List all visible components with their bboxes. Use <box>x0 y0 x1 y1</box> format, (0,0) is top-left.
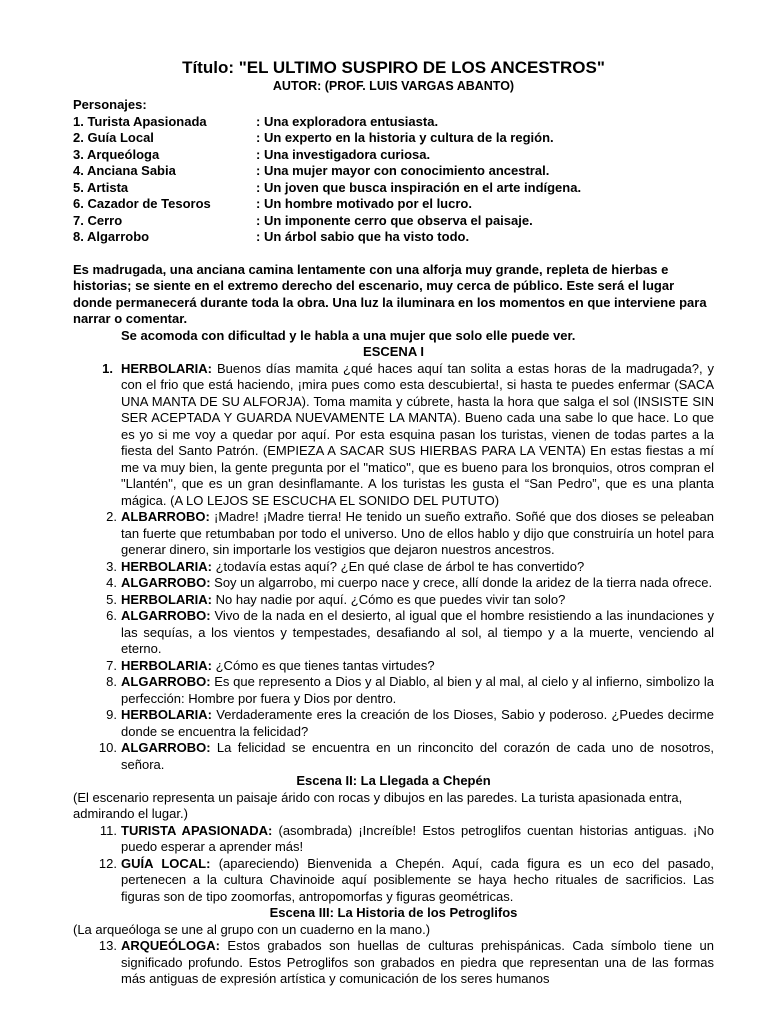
speaker-name: ALBARROBO: <box>121 509 210 524</box>
intro-indented-line: Se acomoda con dificultad y le habla a una mujer que solo elle puede ver. <box>121 327 576 343</box>
characters-heading: Personajes: <box>73 97 147 112</box>
speaker-name: ALGARROBO: <box>121 740 211 755</box>
speaker-name: HERBOLARIA: <box>121 707 212 722</box>
character-row <box>73 229 714 246</box>
character-name: 7. Cerro <box>73 212 123 228</box>
document-title: Título: "EL ULTIMO SUSPIRO DE LOS ANCESTROS" <box>182 58 605 77</box>
character-name: 5. Artista <box>73 179 129 195</box>
line-text <box>121 707 714 740</box>
scene-3-dialog <box>73 938 714 988</box>
dialog-line <box>73 608 714 658</box>
speaker-name: GUÍA LOCAL: <box>121 855 211 871</box>
line-text <box>121 740 714 773</box>
line-text <box>121 559 714 576</box>
character-row <box>73 213 714 230</box>
line-body: (asombrada) ¡Increíble! Estos petroglifos cuentan historias antiguas. ¡No puedo esperar a aprender más! <box>121 822 714 854</box>
character-desc: : Una investigadora curiosa. <box>256 146 431 162</box>
dialog-line <box>73 592 714 609</box>
character-desc: : Una mujer mayor con conocimiento ancestral. <box>256 163 550 178</box>
dialog-line <box>73 938 714 988</box>
line-number: 5. <box>106 591 117 607</box>
line-number: 13. <box>98 938 117 953</box>
dialog-line <box>73 509 714 559</box>
line-number: 3. <box>106 558 117 574</box>
line-body: Vivo de la nada en el desierto, al igual que el hombre resistiendo a las inundaciones y las sequías, a los vientos y tempestades, desafiando al sol, al tiempo y a la muerte, venciendo al eterno. <box>121 608 714 656</box>
character-name: 3. Arqueóloga <box>73 146 160 162</box>
character-row <box>73 196 714 213</box>
character-name: 8. Algarrobo <box>73 229 150 244</box>
line-number: 7. <box>106 657 117 673</box>
character-name: 1. Turista Apasionada <box>73 113 207 129</box>
document-author: AUTOR: (PROF. LUIS VARGAS ABANTO) <box>272 79 515 93</box>
line-text <box>121 823 714 856</box>
scene-2-dialog <box>73 823 714 906</box>
scene-2-stage-direction: (El escenario representa un paisaje árido con rocas y dibujos en las paredes. La turista apasionada entra, admirando el lugar.) <box>73 789 683 821</box>
line-body: (apareciendo) Bienvenida a Chepén. Aquí, cada figura es un eco del pasado, pertenecen a la cultura Chavinoide aquí posiblemente se haya hecho rituales de sacrificios. Las figuras son de tipo zoomorfas, antropomorfas y figuras geométricas. <box>121 855 714 904</box>
speaker-name: ALGARROBO: <box>121 575 211 590</box>
line-body: Verdaderamente eres la creación de los Dioses, Sabio y poderoso. ¿Puedes decirme donde se encuentra la felicidad? <box>121 707 714 739</box>
dialog-line <box>73 740 714 773</box>
character-name: 6. Cazador de Tesoros <box>73 196 211 211</box>
line-body: ¿Cómo es que tienes tantas virtudes? <box>212 657 435 673</box>
dialog-line <box>73 361 714 510</box>
line-number: 8. <box>106 674 117 689</box>
line-text <box>113 361 714 510</box>
line-number: 2. <box>106 509 117 524</box>
line-body: ¡Madre! ¡Madre tierra! He tenido un sueño extraño. Soñé que dos dioses se peleaban tan fuerte que retumbaban por todo el universo. Uno de ellos hablo y dijo que construiría un hotel para generar dinero, sin importarle los vestigios que dejaron nuestros ancestros. <box>121 509 714 557</box>
line-text <box>121 575 714 592</box>
speaker-name: ARQUEÓLOGA: <box>121 938 220 953</box>
speaker-name: HERBOLARIA: <box>121 558 212 574</box>
line-text <box>121 509 714 559</box>
character-name: 4. Anciana Sabia <box>73 163 176 178</box>
character-row <box>73 180 714 197</box>
character-desc: : Un árbol sabio que ha visto todo. <box>256 229 470 244</box>
line-text <box>121 608 714 658</box>
line-body: Es que represento a Dios y al Diablo, al bien y al mal, al cielo y al infierno, simbolizo la perfección: Hombre por fuera y Dios por dentro. <box>121 674 714 706</box>
line-text <box>121 658 714 675</box>
character-row <box>73 147 714 164</box>
speaker-name: HERBOLARIA: <box>121 591 212 607</box>
line-text <box>121 674 714 707</box>
dialog-line <box>73 823 714 856</box>
speaker-name: TURISTA APASIONADA: <box>121 822 273 838</box>
speaker-name: ALGARROBO: <box>121 608 211 623</box>
character-desc: : Un experto en la historia y cultura de la región. <box>256 130 554 145</box>
speaker-name: HERBOLARIA: <box>121 657 212 673</box>
scene-3-stage-direction: (La arqueóloga se une al grupo con un cuaderno en la mano.) <box>73 921 431 937</box>
scene-2-heading: Escena II: La Llegada a Chepén <box>296 773 491 788</box>
character-row <box>73 114 714 131</box>
line-text <box>121 856 714 906</box>
line-body: La felicidad se encuentra en un rinconcito del corazón de cada uno de nosotros, señora. <box>121 740 714 772</box>
characters-list <box>73 114 714 246</box>
line-number: 10. <box>98 740 117 755</box>
line-number: 12. <box>98 855 117 871</box>
character-row <box>73 163 714 180</box>
dialog-line <box>73 658 714 675</box>
character-desc: : Un joven que busca inspiración en el arte indígena. <box>256 179 582 195</box>
character-row <box>73 130 714 147</box>
intro-paragraph: Es madrugada, una anciana camina lentamente con una alforja muy grande, repleta de hierbas e historias; se siente en el extremo derecho del escenario, muy cerca de público. Este será el lugar donde permanecerá durante toda la obra. Una luz la iluminara en los momentos en que interviene para narrar o comentar. <box>73 261 707 326</box>
speaker-name: ALGARROBO: <box>121 674 211 689</box>
dialog-line <box>73 856 714 906</box>
line-body: ¿todavía estas aquí? ¿En qué clase de árbol te has convertido? <box>212 558 585 574</box>
character-name: 2. Guía Local <box>73 130 154 145</box>
line-body: Buenos días mamita ¿qué haces aquí tan solita a estas horas de la madrugada?, y con el frio que está haciendo, ¡mira pues como esta descubierta!, si hasta te puedes enfermar (SACA UNA MANTA DE SU ALFORJA). Toma mamita y cúbrete, hasta la hora que salga el sol (INSISTE SIN SER ACEPTADA Y GUARDA NUEVAMENTE LA MANTA). Bueno cada una sabe lo que hace. Lo que es yo si me voy a quedar por aquí. Por esta esquina pasan los turistas, vienen de todas partes a la fiesta del Santo Patrón. (EMPIEZA A SACAR SUS HIERBAS PARA LA VENTA) En estas fiestas a mí me va muy bien, la gente pregunta por el "matico", que es bueno para los bronquios, otros compran el "Llantén", que es un gran desinflamante. A los turistas les gusta el “San Pedro”, que es una planta mágica. (A LO LEJOS SE ESCUCHA EL SONIDO DEL PUTUTO) <box>121 360 714 508</box>
line-text <box>121 938 714 988</box>
character-desc: : Un imponente cerro que observa el paisaje. <box>256 212 533 228</box>
scene-1-dialog <box>73 361 714 774</box>
line-body: Soy un algarrobo, mi cuerpo nace y crece, allí donde la aridez de la tierra nada ofrece. <box>210 575 713 590</box>
line-body: Estos grabados son huellas de culturas prehispánicas. Cada símbolo tiene un significado profundo. Estos Petroglifos son grabados en piedra que representan una de las formas más antiguas de expresión artística y comunicación de los seres humanos <box>121 938 714 986</box>
dialog-line <box>73 707 714 740</box>
line-number: 4. <box>106 575 117 590</box>
line-text <box>121 592 714 609</box>
line-number: 11. <box>99 822 117 838</box>
speaker-name: HERBOLARIA: <box>121 360 212 376</box>
line-number: 6. <box>106 608 117 623</box>
scene-3-heading: Escena III: La Historia de los Petroglifos <box>269 905 518 920</box>
line-body: No hay nadie por aquí. ¿Cómo es que puedes vivir tan solo? <box>212 591 566 607</box>
dialog-line <box>73 674 714 707</box>
character-desc: : Una exploradora entusiasta. <box>256 113 439 129</box>
line-number: 1. <box>102 360 113 376</box>
dialog-line <box>73 575 714 592</box>
scene-1-heading: ESCENA I <box>363 344 424 359</box>
line-number: 9. <box>106 707 117 722</box>
dialog-line <box>73 559 714 576</box>
character-desc: : Un hombre motivado por el lucro. <box>256 196 472 211</box>
